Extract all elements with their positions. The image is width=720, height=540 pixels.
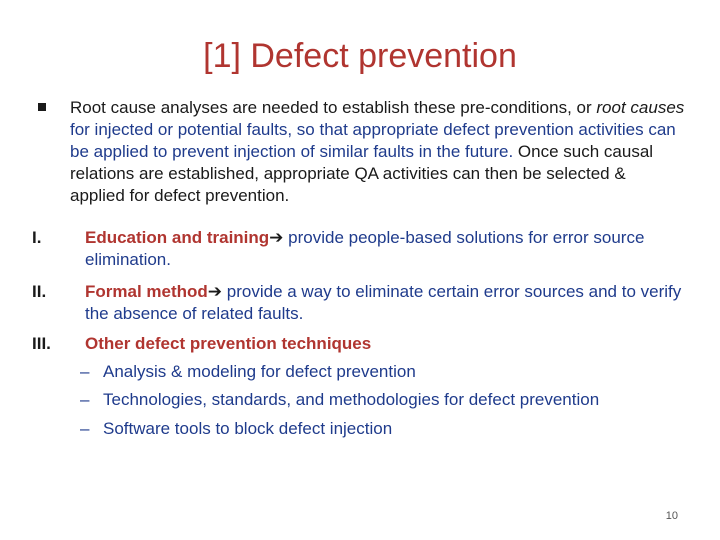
square-bullet-icon: [38, 103, 46, 111]
item-numeral-1: I.: [32, 228, 42, 247]
slide-title: [1] Defect prevention: [203, 37, 517, 75]
item-numeral-3: III.: [32, 334, 51, 353]
item-1-text: provide people-based solutions for error source elimination.: [85, 228, 645, 269]
subitem-1: Analysis & modeling for defect prevention: [103, 362, 416, 381]
item-numeral-2: II.: [32, 282, 47, 301]
intro-text-1: Root cause analyses are needed to establish these pre-conditions, or: [70, 98, 597, 117]
dash-bullet-icon: –: [80, 362, 90, 381]
item-1-heading: Education and training: [85, 228, 270, 247]
right-arrow-icon: ➔: [269, 228, 284, 247]
page-number: 10: [665, 510, 678, 522]
intro-root-causes: root causes: [596, 98, 685, 117]
right-arrow-icon: ➔: [207, 282, 223, 301]
intro-text-3: Once such causal relations are established, appropriate QA activities can then be selected & applied for defect prevention.: [70, 142, 654, 205]
item-2: [85, 281, 685, 325]
dash-bullet-icon: –: [80, 390, 90, 409]
item-2-heading: Formal method: [85, 282, 208, 301]
item-1: [85, 227, 685, 271]
item-2-text: provide a way to eliminate certain error sources and to verify the absence of related faults.: [85, 282, 682, 323]
item-3-heading: Other defect prevention techniques: [85, 334, 372, 353]
intro-text-2: for injected or potential faults, so that appropriate defect prevention activities can be applied to prevent injection of similar faults in the future.: [70, 120, 676, 161]
intro-paragraph: [70, 97, 685, 207]
subitem-3: Software tools to block defect injection: [103, 419, 393, 438]
subitem-2: Technologies, standards, and methodologies for defect prevention: [103, 390, 600, 409]
item-3: [85, 333, 685, 355]
dash-bullet-icon: –: [80, 419, 90, 438]
